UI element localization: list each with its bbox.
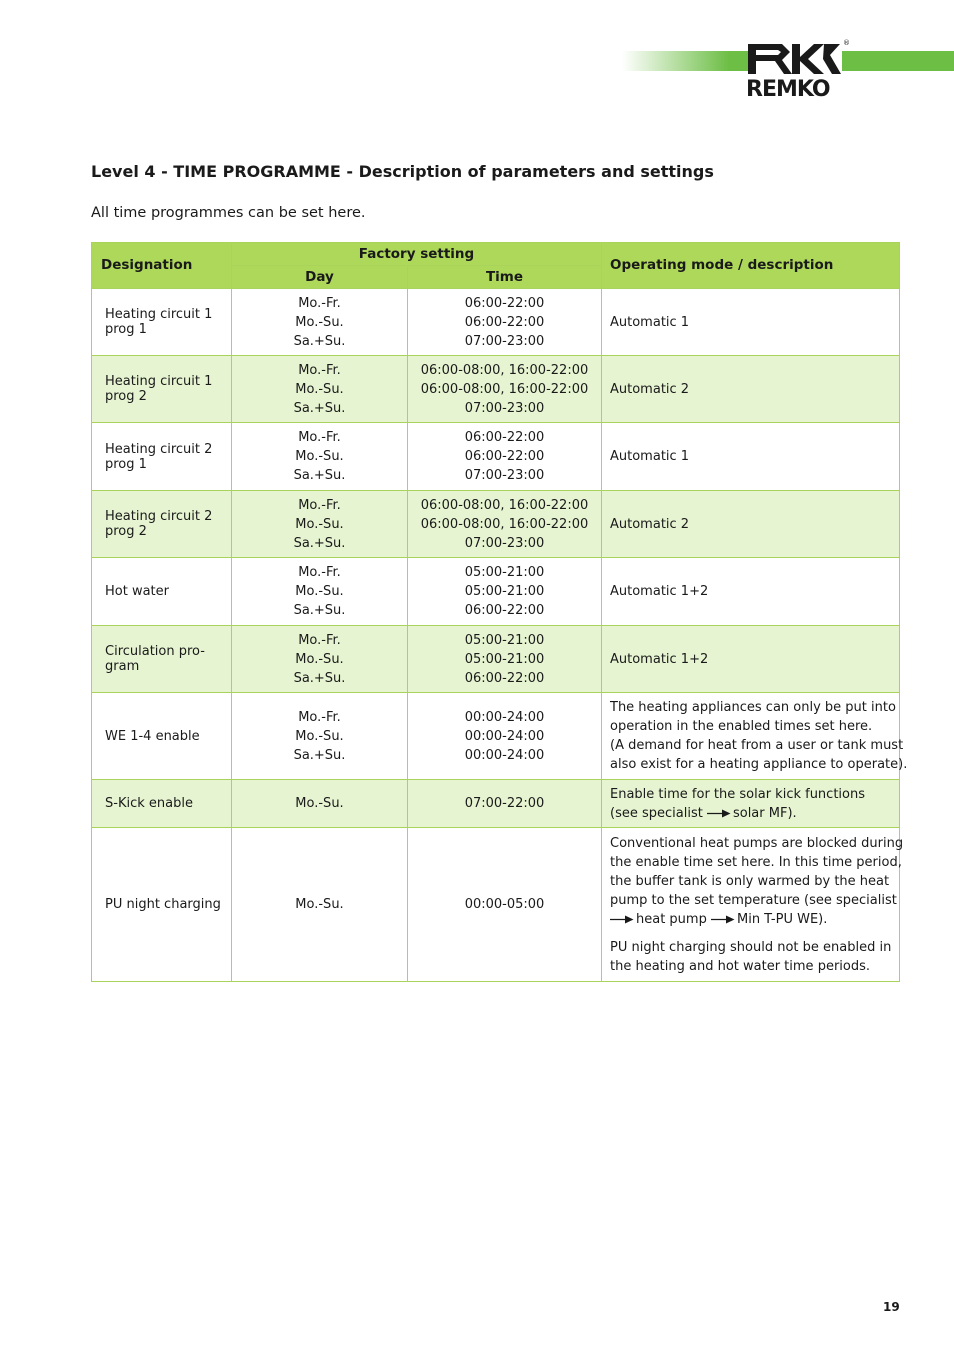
cell-designation (92, 423, 232, 491)
mode-paragraph (610, 834, 904, 929)
time-line: 05:00-21:00 (464, 651, 545, 667)
header-designation: Designation (92, 243, 232, 289)
arrow-right-icon (711, 915, 735, 924)
arrow-right-icon (610, 915, 634, 924)
cell-designation (92, 356, 232, 423)
cell-time (408, 693, 602, 780)
cell-time (408, 558, 602, 626)
cell-designation (92, 693, 232, 780)
day-line: Mo.-Su. (295, 381, 344, 397)
designation-line: gram (105, 659, 140, 674)
day-line: Sa.+Su. (293, 747, 346, 763)
day-line: Sa.+Su. (293, 468, 346, 483)
time-line: 06:00-22:00 (464, 670, 545, 686)
mode-line: Conventional heat pumps are blocked during (610, 835, 904, 851)
day-line: Sa.+Su. (293, 670, 346, 686)
time-line: 07:00-23:00 (464, 535, 545, 551)
day-line: Mo.-Su. (295, 314, 344, 330)
mode-line: The heating appliances can only be put into (610, 700, 896, 715)
time-line: 05:00-21:00 (464, 632, 545, 648)
table-row (92, 626, 900, 693)
mode-path-line (610, 910, 893, 929)
time-line: 00:00-05:00 (464, 897, 545, 912)
mode-path-prefix: (see specialist (610, 805, 703, 821)
mode-line: (A demand for heat from a user or tank must (610, 738, 904, 753)
time-line: 07:00-22:00 (464, 796, 545, 811)
cell-designation (92, 289, 232, 356)
designation-line: Heating circuit 2 (105, 441, 213, 457)
day-line: Mo.-Fr. (298, 362, 341, 378)
cell-mode: Automatic 2 (602, 356, 900, 423)
time-line: 06:00-08:00, 16:00-22:00 (420, 497, 589, 513)
arrow-right-icon (707, 809, 731, 818)
time-line: 06:00-22:00 (464, 449, 545, 464)
day-line: Sa.+Su. (293, 333, 346, 349)
mode-line: also exist for a heating appliance to operate). (610, 757, 908, 772)
cell-time (408, 780, 602, 828)
mode-line: pump to the set temperature (see specialist (610, 892, 897, 908)
table-row (92, 558, 900, 626)
day-line: Mo.-Su. (295, 584, 344, 599)
header-time: Time (408, 266, 602, 289)
mode-line: Enable time for the solar kick functions (610, 786, 865, 802)
mode-path-item: Min T-PU WE). (736, 911, 828, 927)
day-line: Mo.-Su. (295, 796, 344, 811)
registered-mark: ® (843, 39, 850, 47)
time-line: 07:00-23:00 (464, 468, 545, 483)
designation-line: S-Kick enable (105, 796, 193, 811)
table-row (92, 356, 900, 423)
mode-path-item: solar MF). (732, 805, 797, 821)
time-line: 05:00-21:00 (464, 584, 545, 599)
designation-line: prog 2 (105, 389, 147, 404)
time-line: 06:00-22:00 (464, 314, 545, 330)
time-programme-table (91, 242, 908, 982)
time-line: 00:00-24:00 (464, 728, 545, 744)
mode-line: operation in the enabled times set here. (610, 719, 873, 734)
cell-day (232, 693, 408, 780)
cell-day (232, 828, 408, 982)
page-number: 19 (883, 1300, 900, 1314)
cell-mode (602, 828, 904, 982)
brand-stripe-left (622, 51, 748, 71)
designation-line: prog 1 (105, 322, 147, 337)
day-line: Mo.-Fr. (298, 565, 341, 580)
time-line: 07:00-23:00 (464, 400, 545, 416)
cell-mode: Automatic 1 (602, 423, 900, 491)
header-factory-setting: Factory setting (232, 243, 602, 266)
designation-line: WE 1-4 enable (105, 728, 200, 744)
time-line: 06:00-08:00, 16:00-22:00 (420, 381, 589, 397)
cell-mode (602, 780, 900, 828)
mode-path-line (610, 804, 893, 823)
header-day: Day (232, 266, 408, 289)
cell-mode (602, 693, 908, 780)
brand-stripe-right (842, 51, 954, 71)
mode-line: the buffer tank is only warmed by the heat (610, 873, 890, 889)
day-line: Mo.-Su. (295, 449, 344, 464)
cell-mode: Automatic 1 (602, 289, 900, 356)
mode-path-item: heat pump (636, 911, 707, 927)
cell-time (408, 289, 602, 356)
cell-designation (92, 780, 232, 828)
cell-time (408, 828, 602, 982)
mode-line: PU night charging should not be enabled in (610, 939, 892, 955)
day-line: Sa.+Su. (293, 603, 346, 618)
day-line: Mo.-Fr. (298, 632, 341, 648)
designation-line: Heating circuit 1 (105, 374, 213, 389)
designation-line: Heating circuit 2 (105, 509, 213, 524)
designation-line: Heating circuit 1 (105, 307, 213, 322)
section-heading: Level 4 - TIME PROGRAMME - Description of parameters and settings (91, 162, 714, 181)
time-line: 07:00-23:00 (464, 333, 545, 349)
time-line: 06:00-22:00 (464, 430, 545, 445)
table-row (92, 828, 900, 982)
cell-mode: Automatic 1+2 (602, 626, 900, 693)
day-line: Sa.+Su. (293, 400, 346, 416)
time-line: 00:00-24:00 (464, 747, 545, 763)
remko-logo (744, 40, 848, 102)
designation-line: prog 1 (105, 456, 147, 472)
intro-text: All time programmes can be set here. (91, 205, 366, 221)
day-line: Mo.-Su. (295, 897, 344, 912)
table-row (92, 423, 900, 491)
cell-time (408, 423, 602, 491)
cell-day (232, 423, 408, 491)
cell-time (408, 626, 602, 693)
mode-line: the enable time set here. In this time period, (610, 854, 902, 870)
designation-line: PU night charging (105, 897, 221, 912)
header-operating-mode: Operating mode / description (602, 243, 900, 289)
cell-day (232, 780, 408, 828)
cell-day (232, 491, 408, 558)
cell-time (408, 491, 602, 558)
table-row (92, 289, 900, 356)
designation-line: Circulation pro- (105, 644, 205, 659)
cell-mode: Automatic 1+2 (602, 558, 900, 626)
cell-designation (92, 626, 232, 693)
table-row (92, 693, 900, 780)
logo-wordmark: REMKO (746, 77, 830, 102)
mode-paragraph (610, 938, 893, 976)
day-line: Sa.+Su. (293, 535, 346, 551)
day-line: Mo.-Su. (295, 651, 344, 667)
designation-line: prog 2 (105, 524, 147, 539)
designation-line: Hot water (105, 584, 169, 599)
day-line: Mo.-Su. (295, 516, 344, 532)
cell-designation (92, 491, 232, 558)
day-line: Mo.-Fr. (298, 497, 341, 513)
table-row (92, 780, 900, 828)
time-line: 05:00-21:00 (464, 565, 545, 580)
cell-designation (92, 558, 232, 626)
day-line: Mo.-Fr. (298, 430, 341, 445)
cell-day (232, 626, 408, 693)
time-line: 00:00-24:00 (464, 709, 545, 725)
remko-logo-mark (744, 40, 844, 78)
time-line: 06:00-22:00 (464, 295, 545, 311)
day-line: Mo.-Fr. (298, 295, 341, 311)
cell-day (232, 289, 408, 356)
day-line: Mo.-Su. (295, 728, 344, 744)
time-line: 06:00-08:00, 16:00-22:00 (420, 516, 589, 532)
day-line: Mo.-Fr. (298, 709, 341, 725)
mode-line: the heating and hot water time periods. (610, 958, 871, 974)
table-row (92, 491, 900, 558)
time-line: 06:00-08:00, 16:00-22:00 (420, 362, 589, 378)
cell-day (232, 356, 408, 423)
cell-mode: Automatic 2 (602, 491, 900, 558)
cell-day (232, 558, 408, 626)
cell-time (408, 356, 602, 423)
time-line: 06:00-22:00 (464, 603, 545, 618)
cell-designation (92, 828, 232, 982)
